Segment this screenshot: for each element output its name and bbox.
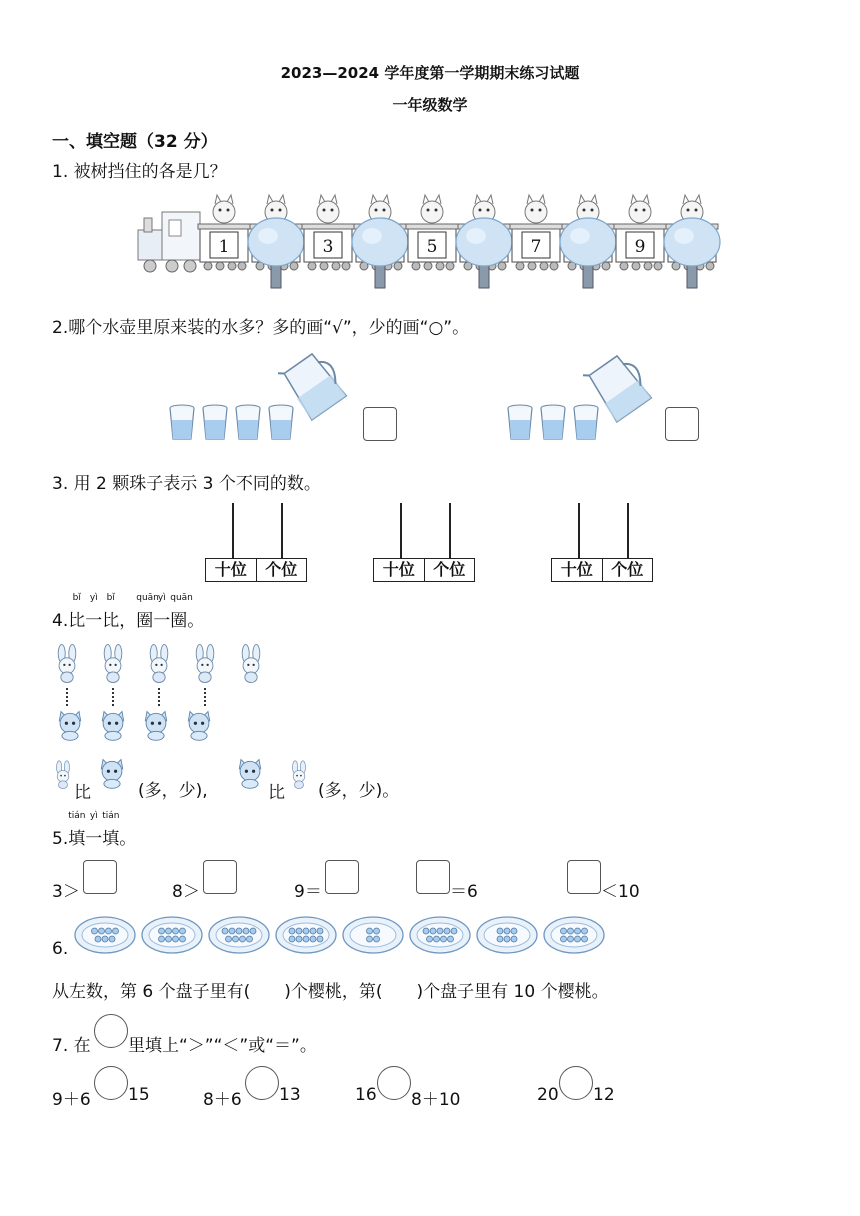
cherry-icon: [367, 928, 373, 934]
compare-word: 比: [268, 783, 285, 803]
cherry-icon: [568, 936, 574, 942]
train-car: [456, 195, 512, 288]
cherry-icon: [497, 928, 503, 934]
rabbit-icon: [190, 641, 220, 687]
cherry-icon: [582, 936, 588, 942]
cherry-icon: [289, 936, 295, 942]
pinyin: bǐ: [72, 593, 81, 603]
cherry-icon: [247, 936, 253, 942]
cherry-icon: [561, 936, 567, 942]
hanzi: 一: [85, 829, 103, 849]
cherry-icon: [173, 928, 179, 934]
cup-icon: [201, 404, 229, 442]
cherry-icon: [441, 936, 447, 942]
animal-icon: [213, 195, 235, 223]
cat-icon: [94, 756, 130, 794]
train-car: [406, 195, 458, 270]
hanzi: 一: [153, 611, 171, 631]
cherry-icon: [250, 928, 256, 934]
ones-label: 个位: [433, 560, 466, 579]
inequality-left: 9＝: [294, 882, 322, 902]
cherry-icon: [233, 936, 239, 942]
train-car: [614, 195, 666, 270]
comparison-left: 20: [537, 1085, 559, 1105]
animal-icon: [317, 195, 339, 223]
circle-symbol-icon: [94, 1014, 128, 1048]
tens-label: 十位: [552, 559, 603, 581]
cat-icon: [181, 708, 217, 742]
inequality-right: ＜10: [601, 882, 640, 902]
cherry-icon: [289, 928, 295, 934]
punctuation: 。: [187, 611, 205, 631]
cherry-icon: [448, 936, 454, 942]
inequality-left: 8＞: [172, 882, 200, 902]
question-7-suffix: 里填上“＞”“＜”或“＝”。: [128, 1036, 317, 1056]
car-number: 3: [322, 237, 334, 257]
train-car: [248, 195, 304, 288]
train-illustration: [128, 190, 728, 295]
page-title: 2023—2024 学年度第一学期期末练习试题: [280, 64, 580, 82]
comparison-right: 12: [593, 1085, 615, 1105]
abacus-label-bar: [373, 558, 475, 582]
comparison-right: 8＋10: [411, 1090, 461, 1110]
answer-circle[interactable]: [94, 1066, 128, 1100]
inequality-left: 3＞: [52, 882, 80, 902]
question-2-text: 2.哪个水壶里原来装的水多？多的画“√”，少的画“○”。: [52, 318, 470, 338]
cherry-icon: [236, 928, 242, 934]
comparison-right: 13: [279, 1085, 301, 1105]
punctuation: ，: [119, 611, 137, 631]
cherry-icon: [427, 936, 433, 942]
train-car: [664, 195, 720, 288]
abacus-label-bar: [551, 558, 653, 582]
animal-icon: [525, 195, 547, 223]
ones-label: 个位: [265, 560, 298, 579]
cherry-icon: [296, 928, 302, 934]
answer-box[interactable]: [325, 860, 359, 894]
cherry-icon: [159, 928, 165, 934]
rabbit-icon: [98, 641, 128, 687]
cherry-icon: [434, 936, 440, 942]
cherry-icon: [226, 936, 232, 942]
dotted-line: [66, 688, 68, 706]
abacus-label-bar: [205, 558, 307, 582]
rabbit-icon: [144, 641, 174, 687]
tens-label: 十位: [374, 559, 425, 581]
cherry-icon: [511, 928, 517, 934]
rabbit-icon: [52, 756, 74, 798]
question-7-prefix: 7. 在: [52, 1036, 91, 1056]
question-4-text: [52, 593, 205, 631]
pinyin: quān: [170, 593, 193, 603]
plate-icon: [476, 915, 538, 955]
cherry-icon: [444, 928, 450, 934]
cup-icon: [168, 404, 196, 442]
punctuation: 。: [119, 829, 137, 849]
cherry-icon: [296, 936, 302, 942]
cherry-icon: [180, 936, 186, 942]
answer-circle[interactable]: [559, 1066, 593, 1100]
cherry-icon: [166, 936, 172, 942]
plate-icon: [342, 915, 404, 955]
cherry-icon: [222, 928, 228, 934]
abacus-rod: [281, 503, 283, 558]
question-1-text: 1. 被树挡住的各是几？: [52, 162, 227, 182]
pinyin: quān: [136, 593, 159, 603]
cherry-icon: [374, 936, 380, 942]
comparison-left: 16: [355, 1085, 377, 1105]
train-car: [510, 195, 562, 270]
blank-more-less[interactable]: (多，少),: [138, 781, 208, 801]
cherry-icon: [504, 928, 510, 934]
hanzi: 圈: [136, 611, 154, 631]
tree-icon: [664, 218, 720, 288]
page-subtitle: 一年级数学: [392, 96, 468, 114]
comparison-left: 8＋6: [203, 1090, 242, 1110]
section-heading: 一、填空题（32 分）: [52, 132, 218, 152]
cherry-icon: [423, 928, 429, 934]
cherry-icon: [511, 936, 517, 942]
cherry-icon: [229, 928, 235, 934]
rabbit-icon: [236, 641, 266, 687]
plate-icon: [543, 915, 605, 955]
question-number: 4.: [52, 611, 69, 631]
hanzi: 一: [85, 611, 103, 631]
cat-icon: [95, 708, 131, 742]
plate-icon: [275, 915, 337, 955]
cherry-icon: [430, 928, 436, 934]
train-car: [560, 195, 616, 288]
compare-sentence: [52, 756, 452, 803]
cherry-icon: [92, 928, 98, 934]
cherry-icon: [303, 928, 309, 934]
dotted-line: [158, 688, 160, 706]
pinyin: tián: [102, 811, 120, 821]
pinyin: yì: [89, 593, 98, 603]
answer-circle[interactable]: [377, 1066, 411, 1100]
question-number: 5.: [52, 829, 69, 849]
dotted-line: [204, 688, 206, 706]
question-3-text: 3. 用 2 颗珠子表示 3 个不同的数。: [52, 474, 321, 494]
cup-icon: [234, 404, 262, 442]
pinyin: yì: [89, 811, 98, 821]
car-number: 7: [530, 237, 542, 257]
answer-box[interactable]: [83, 860, 117, 894]
comparison-right: 15: [128, 1085, 150, 1105]
abacus-rod: [627, 503, 629, 558]
compare-word: 比: [74, 783, 91, 803]
tree-icon: [560, 218, 616, 288]
locomotive-icon: [138, 212, 200, 272]
kettle-icon: [583, 349, 653, 424]
cup-icon: [506, 404, 534, 442]
cherry-icon: [374, 928, 380, 934]
tens-label: 十位: [206, 559, 257, 581]
plate-icon: [141, 915, 203, 955]
train-car: [198, 195, 250, 270]
cherry-icon: [102, 936, 108, 942]
question-number: 6.: [52, 939, 69, 959]
answer-circle[interactable]: [245, 1066, 279, 1100]
abacus-rod: [449, 503, 451, 558]
cherry-icon: [310, 928, 316, 934]
cup-icon: [539, 404, 567, 442]
cherry-icon: [582, 928, 588, 934]
cat-icon: [232, 756, 268, 794]
cherry-icon: [159, 936, 165, 942]
cherry-icon: [113, 928, 119, 934]
cherry-icon: [99, 928, 105, 934]
kettle-icon: [278, 347, 348, 422]
cherry-icon: [561, 928, 567, 934]
animal-icon: [421, 195, 443, 223]
cherry-icon: [504, 936, 510, 942]
answer-box[interactable]: [203, 860, 237, 894]
cherry-icon: [240, 936, 246, 942]
question-5-text: [52, 811, 137, 849]
hanzi: 填: [68, 829, 86, 849]
cherry-icon: [310, 936, 316, 942]
answer-box-kettle-right[interactable]: [665, 407, 699, 441]
cherry-icon: [575, 928, 581, 934]
abacus-rod: [232, 503, 234, 558]
cherry-icon: [180, 928, 186, 934]
blank-more-less[interactable]: (多，少)。: [318, 781, 400, 801]
rabbit-icon: [288, 756, 310, 798]
answer-box[interactable]: [416, 860, 450, 894]
inequality-right: ＝6: [450, 882, 478, 902]
cherry-icon: [497, 936, 503, 942]
cherry-icon: [303, 936, 309, 942]
hanzi: 圈: [170, 611, 188, 631]
answer-box-kettle-left[interactable]: [363, 407, 397, 441]
tree-icon: [456, 218, 512, 288]
car-number: 5: [426, 237, 438, 257]
cat-icon: [138, 708, 174, 742]
cherry-icon: [437, 928, 443, 934]
train-car: [302, 195, 354, 270]
question-6-text: 从左数，第 6 个盘子里有( )个樱桃，第( )个盘子里有 10 个樱桃。: [52, 982, 609, 1002]
hanzi: 填: [102, 829, 120, 849]
cherry-icon: [173, 936, 179, 942]
answer-box[interactable]: [567, 860, 601, 894]
train-car: [352, 195, 408, 288]
cherry-icon: [109, 936, 115, 942]
tree-icon: [352, 218, 408, 288]
cherry-icon: [243, 928, 249, 934]
pinyin: yì: [157, 593, 166, 603]
cherry-icon: [575, 936, 581, 942]
animal-icon: [629, 195, 651, 223]
dotted-line: [112, 688, 114, 706]
plate-icon: [409, 915, 471, 955]
hanzi: 比: [68, 611, 86, 631]
cherry-icon: [106, 928, 112, 934]
tree-icon: [248, 218, 304, 288]
cherry-icon: [568, 928, 574, 934]
abacus-rod: [400, 503, 402, 558]
cherry-icon: [95, 936, 101, 942]
cherry-icon: [166, 928, 172, 934]
cat-icon: [52, 708, 88, 742]
rabbit-icon: [52, 641, 82, 687]
cherry-icon: [317, 928, 323, 934]
ones-label: 个位: [611, 560, 644, 579]
plate-icon: [74, 915, 136, 955]
hanzi: 比: [102, 611, 120, 631]
comparison-left: 9＋6: [52, 1090, 91, 1110]
cherry-icon: [367, 936, 373, 942]
car-number: 9: [634, 237, 646, 257]
plate-icon: [208, 915, 270, 955]
pinyin: bǐ: [106, 593, 115, 603]
pinyin: tián: [68, 811, 86, 821]
abacus-rod: [578, 503, 580, 558]
car-number: 1: [218, 237, 230, 257]
cherry-icon: [451, 928, 457, 934]
cherry-icon: [317, 936, 323, 942]
